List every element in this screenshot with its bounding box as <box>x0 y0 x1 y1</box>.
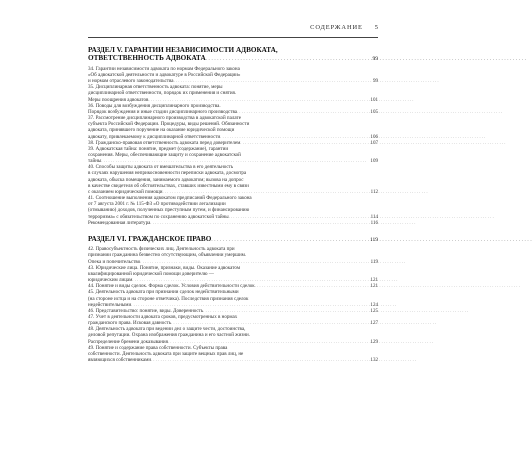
toc-entry-line: и нормам отраслевого законодательства <box>88 78 174 85</box>
toc-entry-line: Опека и попечительство <box>88 258 141 265</box>
toc-page-ref: 99 <box>372 78 378 85</box>
toc-entry-line: признании гражданина безвестно отсутствующим, объявлении умершим. <box>88 252 247 259</box>
toc-entry[interactable] <box>88 345 378 363</box>
toc-entry-line: сохранения. Меры, обеспечивающие защиту и сохранение адвокатской <box>88 152 241 158</box>
section-vi <box>88 235 378 363</box>
toc-entry[interactable] <box>88 103 378 115</box>
toc-entry[interactable] <box>88 246 378 264</box>
toc-entry-line: в случаях нарушения неприкосновенности переписки адвоката, досмотра <box>88 170 247 177</box>
toc-entry[interactable] <box>88 66 378 84</box>
toc-page-ref: 125 <box>370 307 378 314</box>
toc-page-ref: 109 <box>370 158 378 165</box>
toc-entry-line: 36. Поводы для возбуждения дисциплинарного производства. <box>88 102 221 109</box>
toc-page-ref: 105 <box>370 108 378 115</box>
page-number: 5 <box>374 24 378 31</box>
toc-entry-line: 49. Понятие и содержание права собственности. Субъекты права <box>88 344 228 351</box>
toc-entry-line: 43. Юридические лица. Понятие, признаки, виды. Оказание адвокатом <box>88 264 241 271</box>
running-head <box>88 24 378 34</box>
toc-entry-line: 47. Учет в деятельности адвоката сроков, предусмотренных в нормах <box>88 314 238 320</box>
toc-entry-line: 35. Дисциплинарная ответственность адвоката: понятие, меры <box>88 84 223 91</box>
toc-entry[interactable] <box>88 164 378 195</box>
dot-leader <box>237 109 369 115</box>
toc-entry-line: субъекта Российской Федерации. Процедуры, виды решений. Обязанности <box>88 121 250 128</box>
toc-page-ref: 114 <box>370 213 378 220</box>
toc-page-ref: 129 <box>370 338 378 345</box>
toc-entry[interactable] <box>88 84 378 102</box>
toc-entry[interactable] <box>88 220 378 226</box>
section-v <box>88 46 378 226</box>
toc-entry-line: «Об адвокатской деятельности и адвокатуре в Российской Федерации» <box>88 71 241 78</box>
toc-page-ref: 121 <box>370 277 378 284</box>
toc-entry-line: Меры поощрения адвокатов <box>88 96 149 103</box>
toc-entry-line: собственности. Деятельность адвоката при защите вещных прав лиц, не <box>88 350 244 357</box>
toc-entry-line: являющихся собственниками <box>88 357 152 364</box>
toc-entry-line: гражданского права. Исковая давность <box>88 320 172 327</box>
toc-entry-line: терроризма» с обязательством по сохранению адвокатской тайны <box>88 213 229 220</box>
section-vi-title[interactable]: РАЗДЕЛ VI. ГРАЖДАНСКОЕ ПРАВО . . . 119 <box>88 235 378 245</box>
toc-entry[interactable] <box>88 265 378 283</box>
dot-leader <box>140 259 369 265</box>
toc-entry[interactable] <box>88 289 378 307</box>
toc-entry-line: тайны <box>88 158 102 165</box>
section-v-entries <box>88 66 378 226</box>
toc-entry[interactable] <box>88 326 378 344</box>
toc-page-ref: 121 <box>370 283 378 290</box>
dot-leader <box>168 339 369 345</box>
toc-entry-line: (на стороне истца и на стороне ответчика). Последствия признания сделок <box>88 295 249 302</box>
toc-entry-line: недействительными <box>88 301 132 308</box>
toc-entry-line: 37. Рассмотрение дисциплинарного производства в адвокатской палате <box>88 115 241 122</box>
toc-entry-line: адвоката, обыска помещения, занимаемого адвокатом; вызова на допрос <box>88 176 244 183</box>
dot-leader <box>150 220 369 226</box>
toc-page <box>88 24 378 424</box>
toc-entry-line: 46. Представительство: понятие, виды. Доверенность <box>88 307 204 314</box>
toc-entry-line: юридическим лицам <box>88 277 133 284</box>
toc-entry-line: 41. Соотношение выполнения адвокатом предписаний Федерального закона <box>88 195 252 202</box>
toc-entry-line: 42. Правосубъектность физических лиц. Деятельность адвоката при <box>88 246 235 253</box>
toc-entry-line: 44. Понятие и виды сделок. Форма сделок. Условия действительности сделок <box>88 283 255 290</box>
toc-entry-line: (отмыванию) доходов, полученных преступным путем, и финансированию <box>88 207 250 214</box>
toc-page-ref: 112 <box>370 188 378 195</box>
toc-entry-line: 48. Деятельность адвоката при ведении дел о защите чести, достоинства, <box>88 326 246 333</box>
toc-entry-line: Порядок возбуждения и иные стадии дисциплинарного производства <box>88 108 238 115</box>
toc-entry[interactable] <box>88 140 378 146</box>
toc-entry[interactable] <box>88 195 378 220</box>
toc-entry-line: дисциплинарной ответственности, порядок их применения и снятия. <box>88 90 237 97</box>
toc-entry-line: 38. Гражданско-правовая ответственность адвоката перед доверителем <box>88 139 241 146</box>
toc-page-ref: 119 <box>370 258 378 265</box>
running-head-title: СОДЕРЖАНИЕ <box>310 24 363 31</box>
dot-leader <box>148 97 369 103</box>
toc-page-ref: 101 <box>370 96 378 103</box>
dot-leader <box>206 54 372 64</box>
dot-leader <box>211 235 369 245</box>
header-rule <box>88 37 378 38</box>
toc-entry-line: 39. Адвокатская тайна: понятие, предмет (содержание), гарантии <box>88 145 229 152</box>
toc-entry-line: 40. Способы защиты адвоката от вмешательства в его деятельность <box>88 164 234 171</box>
toc-entry-line: адвоката, принявшего поручение на оказание юридической помощи <box>88 127 235 134</box>
toc-page-ref: 99 <box>372 56 378 63</box>
toc-entry-line: 34. Гарантии независимости адвоката по нормам Федерального закона <box>88 65 240 72</box>
toc-page-ref: 119 <box>369 236 378 243</box>
toc-page-ref: 107 <box>370 139 378 146</box>
toc-page-ref: 127 <box>370 320 378 327</box>
toc-page-ref: 106 <box>370 133 378 140</box>
toc-entry-line: квалифицированной юридической помощи доверителю — <box>88 270 214 277</box>
toc-entry[interactable] <box>88 146 378 164</box>
toc-entry-line: деловой репутации. Охрана изображения гражданина и его частной жизни. <box>88 332 251 339</box>
toc-page-ref: 132 <box>370 357 378 364</box>
toc-entry-line: адвокату, привлекаемому к дисциплинарной ответственности <box>88 133 221 140</box>
toc-entry-line: 45. Деятельность адвоката при признании сделок недействительными <box>88 289 239 296</box>
toc-page-ref: 116 <box>370 219 378 226</box>
section-v-title[interactable]: РАЗДЕЛ V. ГАРАНТИИ НЕЗАВИСИМОСТИ АДВОКАТА, ОТВЕТСТВЕННОСТЬ АДВОКАТА . . . 99 <box>88 46 378 65</box>
toc-entry[interactable] <box>88 314 378 326</box>
dot-leader <box>240 140 369 146</box>
toc-entry-line: в качестве свидетеля об обстоятельствах, ставших известными ему в связи <box>88 182 249 189</box>
toc-entry-line: Рекомендованная литература <box>88 219 151 226</box>
toc-entry-line: Распределение бремени доказывания <box>88 338 168 345</box>
toc-entry-line: с оказанием юридической помощи <box>88 188 163 195</box>
dot-leader <box>151 357 369 363</box>
toc-page-ref: 124 <box>370 301 378 308</box>
toc-entry[interactable] <box>88 115 378 140</box>
toc-entry-line: от 7 августа 2001 г. № 115-ФЗ «О противодействии легализации <box>88 201 226 208</box>
dot-leader <box>255 283 370 289</box>
section-vi-entries <box>88 246 378 363</box>
